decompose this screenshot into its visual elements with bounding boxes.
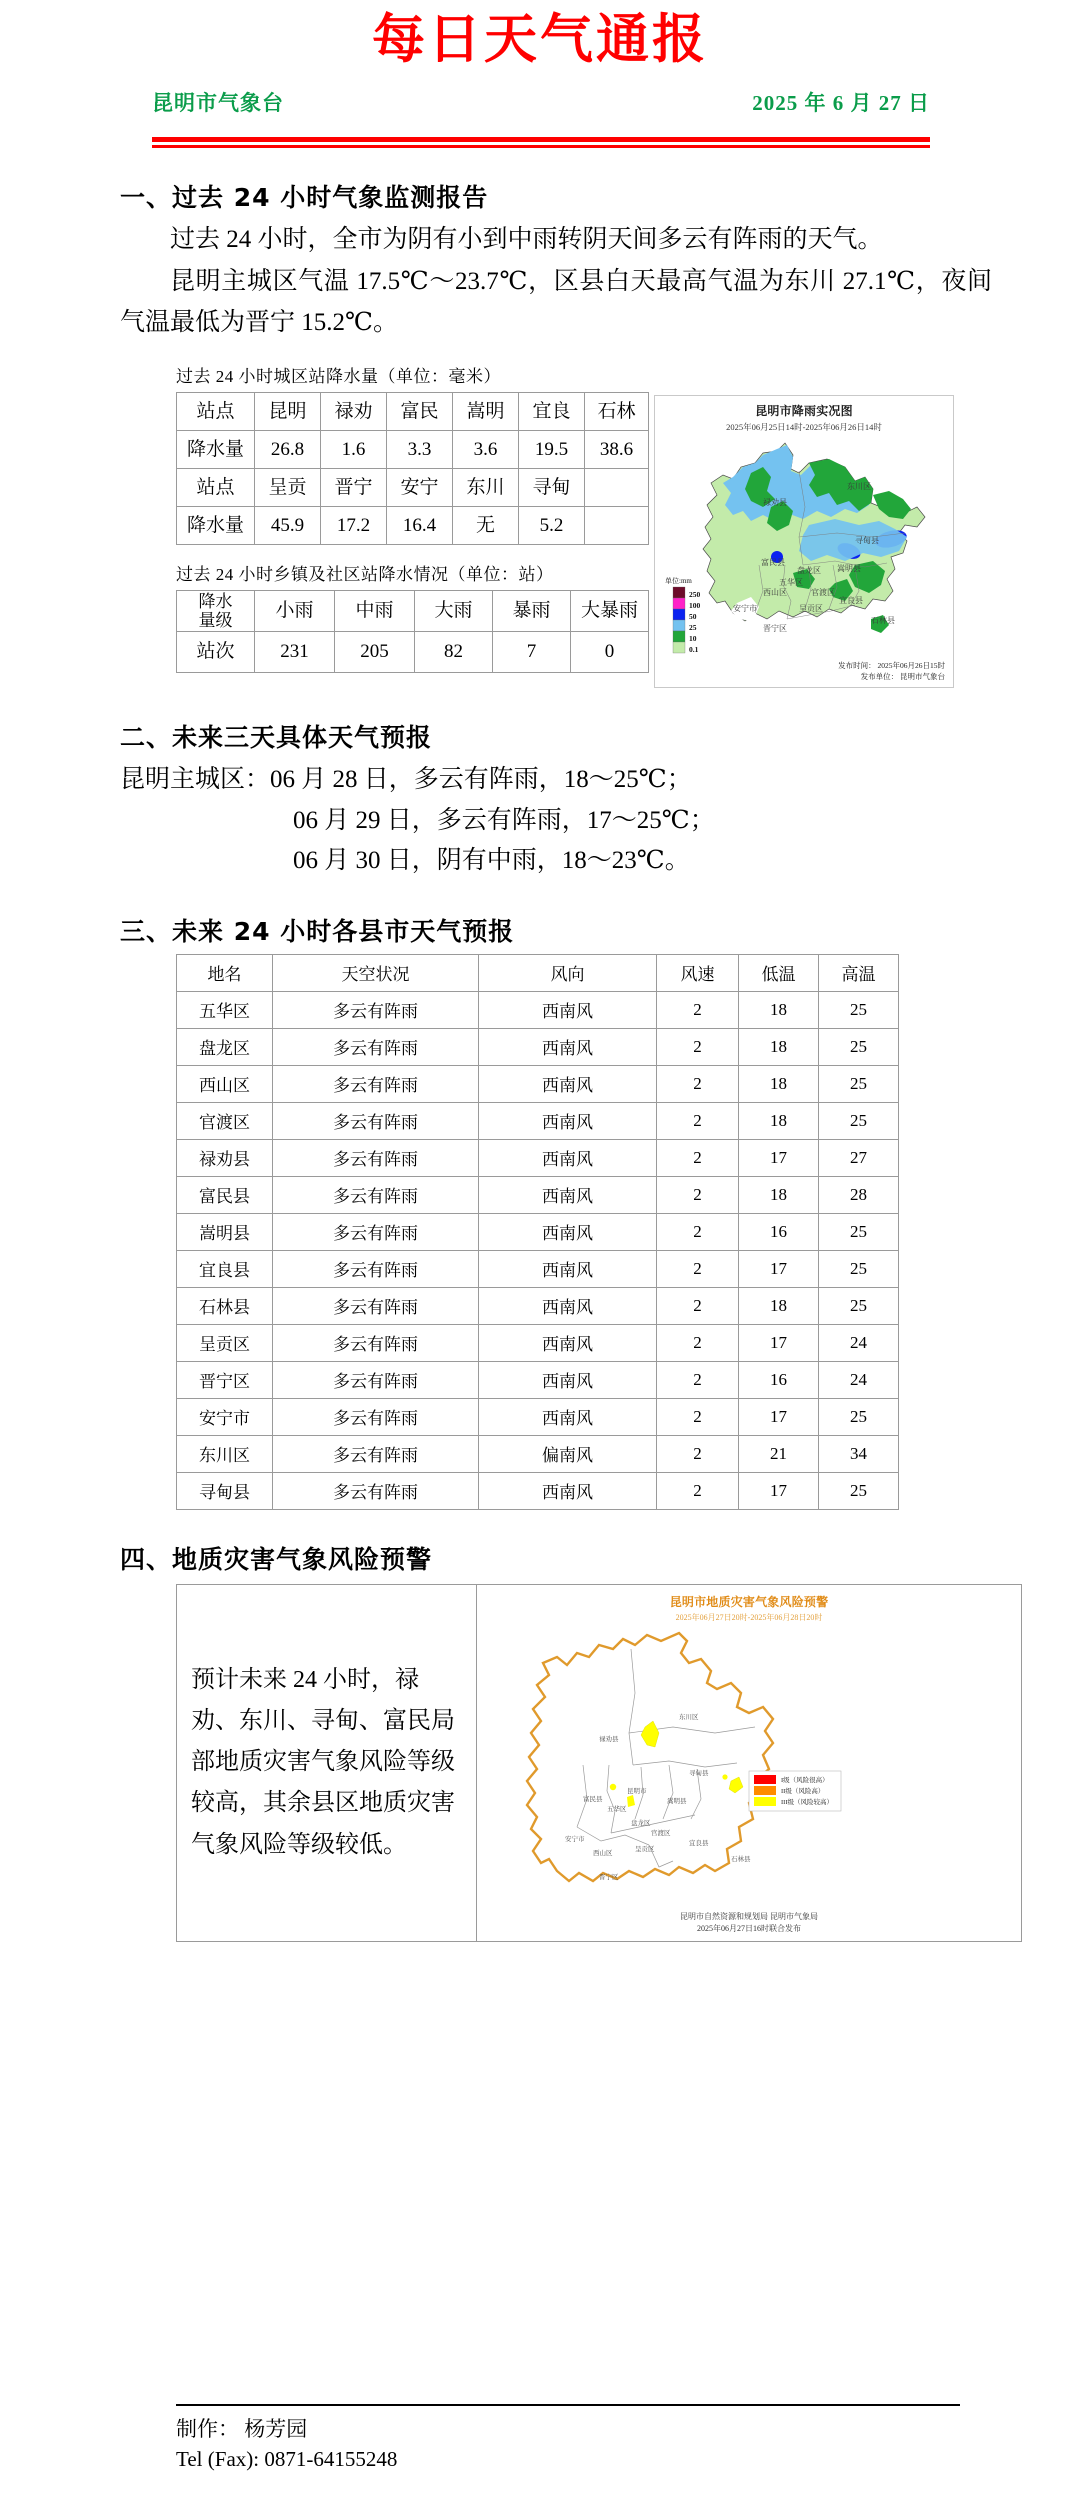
legend-label-01: 0.1 xyxy=(689,645,699,655)
empty-cell xyxy=(585,507,649,545)
cell-location: 五华区 xyxy=(177,991,273,1028)
station-cell: 寻甸 xyxy=(519,469,585,507)
empty-cell xyxy=(585,469,649,507)
value-cell: 无 xyxy=(453,507,519,545)
cell-sky: 多云有阵雨 xyxy=(273,1176,479,1213)
forecast-table-body xyxy=(177,991,899,1509)
geo-label-xundian: 寻甸县 xyxy=(689,1768,709,1777)
cell-high-temp: 25 xyxy=(819,1398,899,1435)
map-label-jinning: 晋宁区 xyxy=(763,624,787,634)
rainfall-map-container xyxy=(648,365,1022,688)
cell-low-temp: 18 xyxy=(739,1065,819,1102)
cell-location: 嵩明县 xyxy=(177,1213,273,1250)
cell-wind-speed: 2 xyxy=(657,1472,739,1509)
cell-high-temp: 27 xyxy=(819,1139,899,1176)
rainfall-map-card xyxy=(654,395,954,688)
value-cell: 19.5 xyxy=(519,431,585,469)
geo-label-wuhua: 五华区 xyxy=(607,1804,627,1813)
map-label-shilin: 石林县 xyxy=(871,616,895,626)
cell-wind-dir: 西南风 xyxy=(479,1213,657,1250)
rainfall-legend-title: 单位:mm xyxy=(665,577,692,586)
map-label-panlong: 盘龙区 xyxy=(797,566,821,576)
precipitation-table xyxy=(176,392,649,545)
level-category: 小雨 xyxy=(255,591,335,632)
map-label-wuhua: 五华区 xyxy=(779,578,803,588)
table-row xyxy=(177,591,649,632)
legend-label-10: 10 xyxy=(689,634,697,644)
rainfall-map-svg xyxy=(659,433,951,661)
value-cell: 16.4 xyxy=(387,507,453,545)
cell-low-temp: 17 xyxy=(739,1324,819,1361)
level-table-caption: 过去 24 小时乡镇及社区站降水情况（单位：站） xyxy=(176,565,554,585)
table-row xyxy=(177,1213,899,1250)
map-label-anning: 安宁市 xyxy=(733,604,757,614)
monitoring-tables xyxy=(176,365,648,673)
legend-swatch-250 xyxy=(673,587,685,598)
cell-low-temp: 17 xyxy=(739,1398,819,1435)
cell-wind-speed: 2 xyxy=(657,1213,739,1250)
value-cell: 3.3 xyxy=(387,431,453,469)
cell-location: 盘龙区 xyxy=(177,1028,273,1065)
legend-label-25: 25 xyxy=(689,623,697,633)
table-row xyxy=(177,1287,899,1324)
column-header-wind-speed: 风速 xyxy=(657,954,739,991)
geo-legend-label-2: II级（风险高） xyxy=(781,1787,825,1795)
map-label-xishan: 西山区 xyxy=(763,588,787,598)
geo-legend-label-1: I级（风险很高） xyxy=(781,1776,829,1784)
geo-label-panlong: 盘龙区 xyxy=(631,1818,651,1827)
section-2-heading: 二、未来三天具体天气预报 xyxy=(120,723,433,753)
divider-thin xyxy=(152,145,930,148)
legend-swatch-10 xyxy=(673,631,685,642)
cell-location: 晋宁区 xyxy=(177,1361,273,1398)
cell-low-temp: 16 xyxy=(739,1213,819,1250)
cell-high-temp: 25 xyxy=(819,991,899,1028)
precipitation-level-table xyxy=(176,590,649,673)
cell-sky: 多云有阵雨 xyxy=(273,1287,479,1324)
table-row xyxy=(177,1398,899,1435)
geo-hazard-block xyxy=(58,1584,1022,1942)
cell-wind-speed: 2 xyxy=(657,1250,739,1287)
cell-sky: 多云有阵雨 xyxy=(273,1065,479,1102)
cell-wind-dir: 偏南风 xyxy=(479,1435,657,1472)
section-1-heading: 一、过去 24 小时气象监测报告 xyxy=(120,182,489,212)
cell-wind-speed: 2 xyxy=(657,1028,739,1065)
cell-wind-speed: 2 xyxy=(657,1361,739,1398)
cell-wind-speed: 2 xyxy=(657,1102,739,1139)
forecast-table-container xyxy=(58,954,1022,1510)
cell-location: 西山区 xyxy=(177,1065,273,1102)
cell-wind-dir: 西南风 xyxy=(479,1028,657,1065)
cell-wind-speed: 2 xyxy=(657,1287,739,1324)
row-label: 站次 xyxy=(177,632,255,673)
header-divider xyxy=(152,137,930,148)
geo-map-issue-time: 2025年06月27日16时联合发布 xyxy=(697,1923,801,1933)
rainfall-map-footer xyxy=(659,661,949,683)
issue-date: 2025 年 6 月 27 日 xyxy=(752,90,930,115)
table-row xyxy=(177,507,649,545)
geo-label-guandu: 官渡区 xyxy=(651,1828,671,1837)
cell-low-temp: 18 xyxy=(739,1176,819,1213)
rainfall-map-issue-time: 发布时间： 2025年06月26日15时 xyxy=(838,661,945,671)
geo-label-anning: 安宁市 xyxy=(565,1834,585,1843)
cell-location: 安宁市 xyxy=(177,1398,273,1435)
cell-wind-dir: 西南风 xyxy=(479,1472,657,1509)
station-cell: 呈贡 xyxy=(255,469,321,507)
table-row xyxy=(177,393,649,431)
cell-wind-dir: 西南风 xyxy=(479,1139,657,1176)
table-row xyxy=(177,431,649,469)
rainfall-map-issue-unit: 发布单位： 昆明市气象台 xyxy=(860,672,945,682)
geo-risk-dot-xundian xyxy=(722,1774,727,1779)
cell-low-temp: 18 xyxy=(739,1102,819,1139)
cell-wind-dir: 西南风 xyxy=(479,1176,657,1213)
cell-sky: 多云有阵雨 xyxy=(273,1139,479,1176)
cell-low-temp: 21 xyxy=(739,1435,819,1472)
cell-wind-speed: 2 xyxy=(657,1176,739,1213)
count-cell: 0 xyxy=(571,632,649,673)
footer-divider xyxy=(176,2404,960,2406)
column-header-sky: 天空状况 xyxy=(273,954,479,991)
value-cell: 26.8 xyxy=(255,431,321,469)
section-3-heading: 三、未来 24 小时各县市天气预报 xyxy=(120,916,515,946)
geo-label-dongchuan: 东川区 xyxy=(679,1712,699,1721)
section-4-heading: 四、地质灾害气象风险预警 xyxy=(120,1544,433,1574)
map-label-luquan: 禄劝县 xyxy=(763,498,787,508)
legend-swatch-01 xyxy=(673,642,685,653)
column-header-wind-dir: 风向 xyxy=(479,954,657,991)
cell-wind-speed: 2 xyxy=(657,1139,739,1176)
cell-wind-speed: 2 xyxy=(657,1435,739,1472)
station-cell: 安宁 xyxy=(387,469,453,507)
precip-table-caption: 过去 24 小时城区站降水量（单位：毫米） xyxy=(176,367,501,387)
cell-location: 东川区 xyxy=(177,1435,273,1472)
table-row xyxy=(177,1324,899,1361)
table-row xyxy=(177,1472,899,1509)
footer-tel: Tel (Fax): 0871-64155248 xyxy=(176,2447,398,2472)
table-row xyxy=(177,991,899,1028)
section-1-para-1: 过去 24 小时，全市为阴有小到中雨转阴天间多云有阵雨的天气。 xyxy=(170,225,883,253)
cell-location: 宜良县 xyxy=(177,1250,273,1287)
geo-hazard-text: 预计未来 24 小时，禄劝、东川、寻甸、富民局部地质灾害气象风险等级较高，其余县区地质灾害气象风险等级较低。 xyxy=(191,1666,455,1858)
cell-sky: 多云有阵雨 xyxy=(273,1361,479,1398)
county-forecast-table xyxy=(176,954,899,1510)
cell-wind-dir: 西南风 xyxy=(479,991,657,1028)
page-title: 每日天气通报 xyxy=(372,11,708,69)
map-label-xundian: 寻甸县 xyxy=(855,536,879,546)
geo-label-shilin: 石林县 xyxy=(731,1854,751,1863)
cell-low-temp: 17 xyxy=(739,1250,819,1287)
masthead-meta xyxy=(58,87,1022,117)
cell-high-temp: 25 xyxy=(819,1028,899,1065)
geo-label-xishan: 西山区 xyxy=(593,1848,613,1857)
geo-map-subtitle: 2025年06月27日20时-2025年06月28日20时 xyxy=(675,1612,823,1622)
column-header-location: 地名 xyxy=(177,954,273,991)
station-cell: 昆明 xyxy=(255,393,321,431)
cell-sky: 多云有阵雨 xyxy=(273,991,479,1028)
count-cell: 231 xyxy=(255,632,335,673)
row-label: 降水量 xyxy=(177,507,255,545)
cell-high-temp: 34 xyxy=(819,1435,899,1472)
cell-high-temp: 25 xyxy=(819,1472,899,1509)
map-label-yiliang: 宜良县 xyxy=(839,596,863,606)
station-cell: 晋宁 xyxy=(321,469,387,507)
cell-high-temp: 25 xyxy=(819,1102,899,1139)
cell-wind-dir: 西南风 xyxy=(479,1361,657,1398)
section-1-para-2: 昆明主城区气温 17.5℃～23.7℃，区县白天最高气温为东川 27.1℃，夜间气温最低为晋宁 15.2℃。 xyxy=(120,268,992,336)
cell-location: 寻甸县 xyxy=(177,1472,273,1509)
map-label-fumin: 富民县 xyxy=(761,558,785,568)
geo-label-kunming: 昆明市 xyxy=(627,1786,647,1795)
geo-label-songming: 嵩明县 xyxy=(667,1796,687,1805)
value-cell: 5.2 xyxy=(519,507,585,545)
cell-location: 禄劝县 xyxy=(177,1139,273,1176)
cell-location: 呈贡区 xyxy=(177,1324,273,1361)
cell-location: 官渡区 xyxy=(177,1102,273,1139)
count-cell: 82 xyxy=(415,632,493,673)
cell-sky: 多云有阵雨 xyxy=(273,1213,479,1250)
cell-sky: 多云有阵雨 xyxy=(273,1324,479,1361)
table-row xyxy=(177,1361,899,1398)
station-cell: 嵩明 xyxy=(453,393,519,431)
cell-high-temp: 25 xyxy=(819,1065,899,1102)
geo-hazard-text-cell xyxy=(176,1584,476,1942)
cell-high-temp: 28 xyxy=(819,1176,899,1213)
table-header-row xyxy=(177,954,899,991)
column-header-low-temp: 低温 xyxy=(739,954,819,991)
station-cell: 东川 xyxy=(453,469,519,507)
value-cell: 45.9 xyxy=(255,507,321,545)
geo-map-issue-unit: 昆明市自然资源和规划局 昆明市气象局 xyxy=(680,1911,818,1921)
rainfall-map-canvas xyxy=(659,433,949,661)
section-2-forecast-list xyxy=(120,760,1022,882)
map-label-guandu: 官渡区 xyxy=(811,588,835,598)
value-cell: 3.6 xyxy=(453,431,519,469)
map-label-dongchuan: 东川区 xyxy=(847,482,871,492)
legend-swatch-25 xyxy=(673,620,685,631)
row-label: 降水量 xyxy=(177,431,255,469)
map-label-chenggong: 呈贡区 xyxy=(799,604,823,614)
cell-wind-dir: 西南风 xyxy=(479,1398,657,1435)
geo-map-footer xyxy=(483,1911,1015,1935)
geo-map-title: 昆明市地质灾害气象风险预警 xyxy=(669,1594,829,1609)
table-row xyxy=(177,1176,899,1213)
cell-low-temp: 18 xyxy=(739,991,819,1028)
cell-low-temp: 17 xyxy=(739,1139,819,1176)
map-label-songming: 嵩明县 xyxy=(837,564,861,574)
cell-sky: 多云有阵雨 xyxy=(273,1102,479,1139)
cell-location: 富民县 xyxy=(177,1176,273,1213)
geo-legend-label-3: III级（风险较高） xyxy=(781,1798,833,1806)
city-label: 昆明主城区： xyxy=(120,766,271,794)
geo-label-jinning: 晋宁区 xyxy=(599,1872,619,1881)
rainfall-legend xyxy=(673,587,701,654)
cell-low-temp: 18 xyxy=(739,1287,819,1324)
value-cell: 1.6 xyxy=(321,431,387,469)
cell-high-temp: 25 xyxy=(819,1287,899,1324)
level-category: 大暴雨 xyxy=(571,591,649,632)
geo-legend-swatch-2 xyxy=(754,1786,776,1795)
rainfall-map-title: 昆明市降雨实况图 xyxy=(755,404,853,419)
legend-label-50: 50 xyxy=(689,612,697,622)
monitoring-block xyxy=(58,365,1022,688)
level-category: 中雨 xyxy=(335,591,415,632)
row-label: 站点 xyxy=(177,469,255,507)
table-row xyxy=(177,1065,899,1102)
geo-map-svg xyxy=(483,1623,853,1911)
issuer-name: 昆明市气象台 xyxy=(152,90,284,115)
station-cell: 石林 xyxy=(585,393,649,431)
cell-wind-speed: 2 xyxy=(657,1065,739,1102)
station-cell: 禄劝 xyxy=(321,393,387,431)
legend-swatch-100 xyxy=(673,598,685,609)
count-cell: 205 xyxy=(335,632,415,673)
rainfall-map-subtitle: 2025年06月25日14时-2025年06月26日14时 xyxy=(726,422,882,433)
document-footer xyxy=(0,2404,1080,2475)
forecast-day-row xyxy=(120,760,1022,801)
table-row xyxy=(177,1435,899,1472)
geo-label-chenggong: 呈贡区 xyxy=(635,1844,655,1853)
level-category: 大雨 xyxy=(415,591,493,632)
geo-municipality-boundary xyxy=(527,1633,773,1881)
footer-maker: 制作： 杨芳园 xyxy=(176,2417,308,2441)
cell-high-temp: 25 xyxy=(819,1250,899,1287)
cell-wind-dir: 西南风 xyxy=(479,1324,657,1361)
count-cell: 7 xyxy=(493,632,571,673)
row-label: 站点 xyxy=(177,393,255,431)
cell-wind-speed: 2 xyxy=(657,991,739,1028)
forecast-day-2: 06 月 29 日，多云有阵雨，17～25℃； xyxy=(293,806,715,834)
cell-low-temp: 16 xyxy=(739,1361,819,1398)
geo-legend-swatch-3 xyxy=(754,1797,776,1806)
cell-low-temp: 18 xyxy=(739,1028,819,1065)
value-cell: 38.6 xyxy=(585,431,649,469)
geo-label-luquan: 禄劝县 xyxy=(599,1734,619,1743)
table-row xyxy=(177,1250,899,1287)
legend-label-100: 100 xyxy=(689,601,701,611)
cell-sky: 多云有阵雨 xyxy=(273,1472,479,1509)
geo-legend-swatch-1 xyxy=(754,1775,776,1784)
cell-low-temp: 17 xyxy=(739,1472,819,1509)
table-row xyxy=(177,1139,899,1176)
station-cell: 宜良 xyxy=(519,393,585,431)
masthead xyxy=(58,0,1022,148)
geo-map-canvas xyxy=(483,1623,1015,1911)
cell-high-temp: 24 xyxy=(819,1324,899,1361)
table-row xyxy=(177,632,649,673)
cell-wind-dir: 西南风 xyxy=(479,1102,657,1139)
cell-sky: 多云有阵雨 xyxy=(273,1435,479,1472)
table-row xyxy=(177,1028,899,1065)
legend-swatch-50 xyxy=(673,609,685,620)
cell-sky: 多云有阵雨 xyxy=(273,1398,479,1435)
geo-risk-patch-fumin xyxy=(610,1783,616,1789)
cell-sky: 多云有阵雨 xyxy=(273,1250,479,1287)
cell-high-temp: 25 xyxy=(819,1213,899,1250)
cell-wind-dir: 西南风 xyxy=(479,1250,657,1287)
cell-wind-dir: 西南风 xyxy=(479,1287,657,1324)
geo-label-fumin: 富民县 xyxy=(583,1794,603,1803)
level-header-label: 降水 量级 xyxy=(177,591,255,632)
column-header-high-temp: 高温 xyxy=(819,954,899,991)
cell-wind-speed: 2 xyxy=(657,1398,739,1435)
geo-label-yiliang: 宜良县 xyxy=(689,1838,709,1847)
table-row xyxy=(177,469,649,507)
cell-sky: 多云有阵雨 xyxy=(273,1028,479,1065)
table-row xyxy=(177,1102,899,1139)
cell-wind-dir: 西南风 xyxy=(479,1065,657,1102)
cell-high-temp: 24 xyxy=(819,1361,899,1398)
station-cell: 富民 xyxy=(387,393,453,431)
level-category: 暴雨 xyxy=(493,591,571,632)
geo-risk-legend xyxy=(749,1771,841,1811)
cell-location: 石林县 xyxy=(177,1287,273,1324)
geo-hazard-map-cell xyxy=(476,1584,1022,1942)
cell-wind-speed: 2 xyxy=(657,1324,739,1361)
forecast-day-1: 06 月 28 日，多云有阵雨，18～25℃； xyxy=(270,766,692,794)
legend-label-250: 250 xyxy=(689,590,701,600)
value-cell: 17.2 xyxy=(321,507,387,545)
forecast-day-3: 06 月 30 日，阴有中雨，18～23℃。 xyxy=(293,847,690,875)
